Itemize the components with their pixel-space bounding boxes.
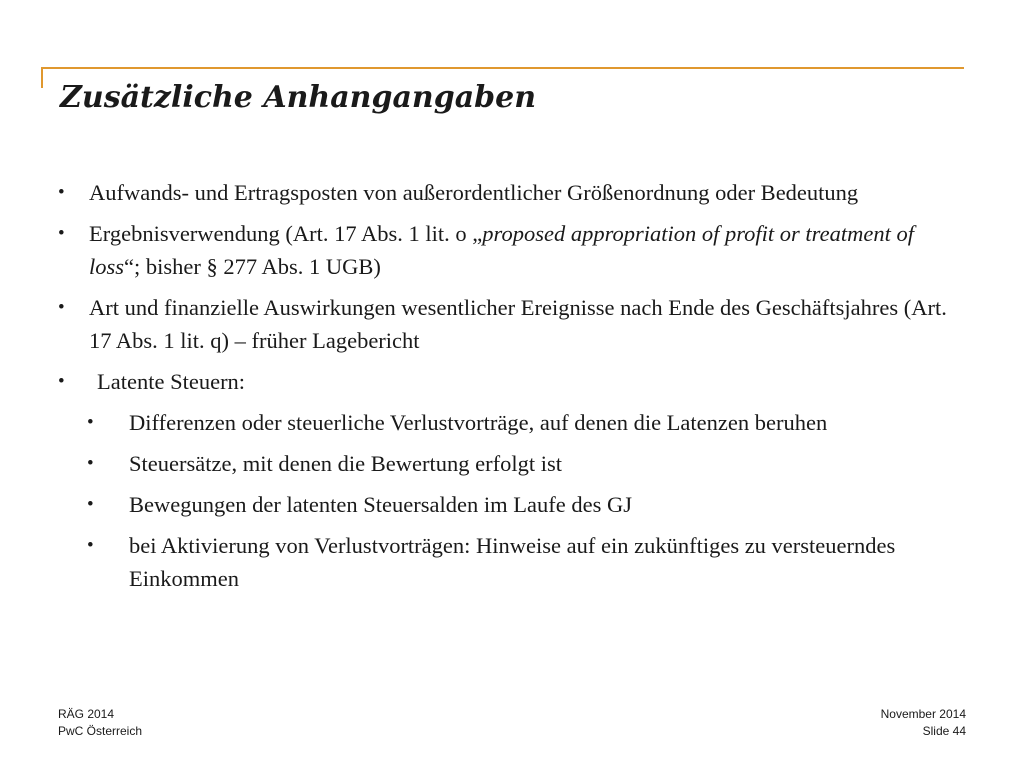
bullet-text-run: “; bisher § 277 Abs. 1 UGB) <box>124 254 381 279</box>
bullet-glyph: • <box>58 182 65 203</box>
bullet-text-italic: proposed appropriation of profit or treatment of loss <box>89 221 914 279</box>
bullet-item <box>58 176 958 209</box>
bullet-glyph: • <box>58 297 65 318</box>
bullet-glyph: • <box>87 494 94 515</box>
bullet-text-run: Steuersätze, mit denen die Bewertung erfolgt ist <box>129 451 562 476</box>
bullet-text <box>129 406 958 439</box>
bullet-item <box>58 217 958 283</box>
footer-presentation-name: RÄG 2014 <box>58 707 115 721</box>
bullet-text <box>129 447 958 480</box>
footer-left <box>58 706 142 740</box>
sub-bullet-item <box>58 406 958 439</box>
bullet-text-run: Art und finanzielle Auswirkungen wesentlicher Ereignisse nach Ende des Geschäftsjahres (Art. 17 Abs. 1 lit. q) – früher Lagebericht <box>89 295 947 353</box>
bullet-text <box>89 217 958 283</box>
sub-bullet-item <box>58 529 958 595</box>
bullet-text <box>129 529 958 595</box>
accent-rule-horizontal <box>41 67 964 69</box>
bullet-text-run: bei Aktivierung von Verlustvorträgen: Hinweise auf ein zukünftiges zu versteuerndes Einkommen <box>129 533 896 591</box>
bullet-text-run: Aufwands- und Ertragsposten von außerordentlicher Größenordnung oder Bedeutung <box>89 180 859 205</box>
bullet-text <box>89 291 958 357</box>
accent-rule-vertical <box>41 67 43 88</box>
bullet-glyph: • <box>87 535 94 556</box>
bullet-text <box>89 176 958 209</box>
bullet-item <box>58 291 958 357</box>
sub-bullet-item <box>58 447 958 480</box>
footer-slide-number: Slide 44 <box>922 724 966 738</box>
bullet-list <box>58 176 958 603</box>
bullet-text-run: Bewegungen der latenten Steuersalden im Laufe des GJ <box>129 492 632 517</box>
slide-title: Zusätzliche Anhangangaben <box>60 80 537 115</box>
bullet-text-run: Ergebnisverwendung (Art. 17 Abs. 1 lit. o „ <box>89 221 483 246</box>
bullet-text-run: Differenzen oder steuerliche Verlustvorträge, auf denen die Latenzen beruhen <box>129 410 828 435</box>
bullet-glyph: • <box>87 453 94 474</box>
bullet-text <box>129 488 958 521</box>
footer-company-name: PwC Österreich <box>58 724 143 738</box>
bullet-text <box>89 365 958 398</box>
footer-date: November 2014 <box>880 707 966 721</box>
sub-bullet-item <box>58 488 958 521</box>
bullet-glyph: • <box>58 371 65 392</box>
bullet-glyph: • <box>58 223 65 244</box>
footer-right <box>881 706 966 740</box>
bullet-text-run: Latente Steuern: <box>97 369 246 394</box>
bullet-glyph: • <box>87 412 94 433</box>
bullet-item <box>58 365 958 398</box>
